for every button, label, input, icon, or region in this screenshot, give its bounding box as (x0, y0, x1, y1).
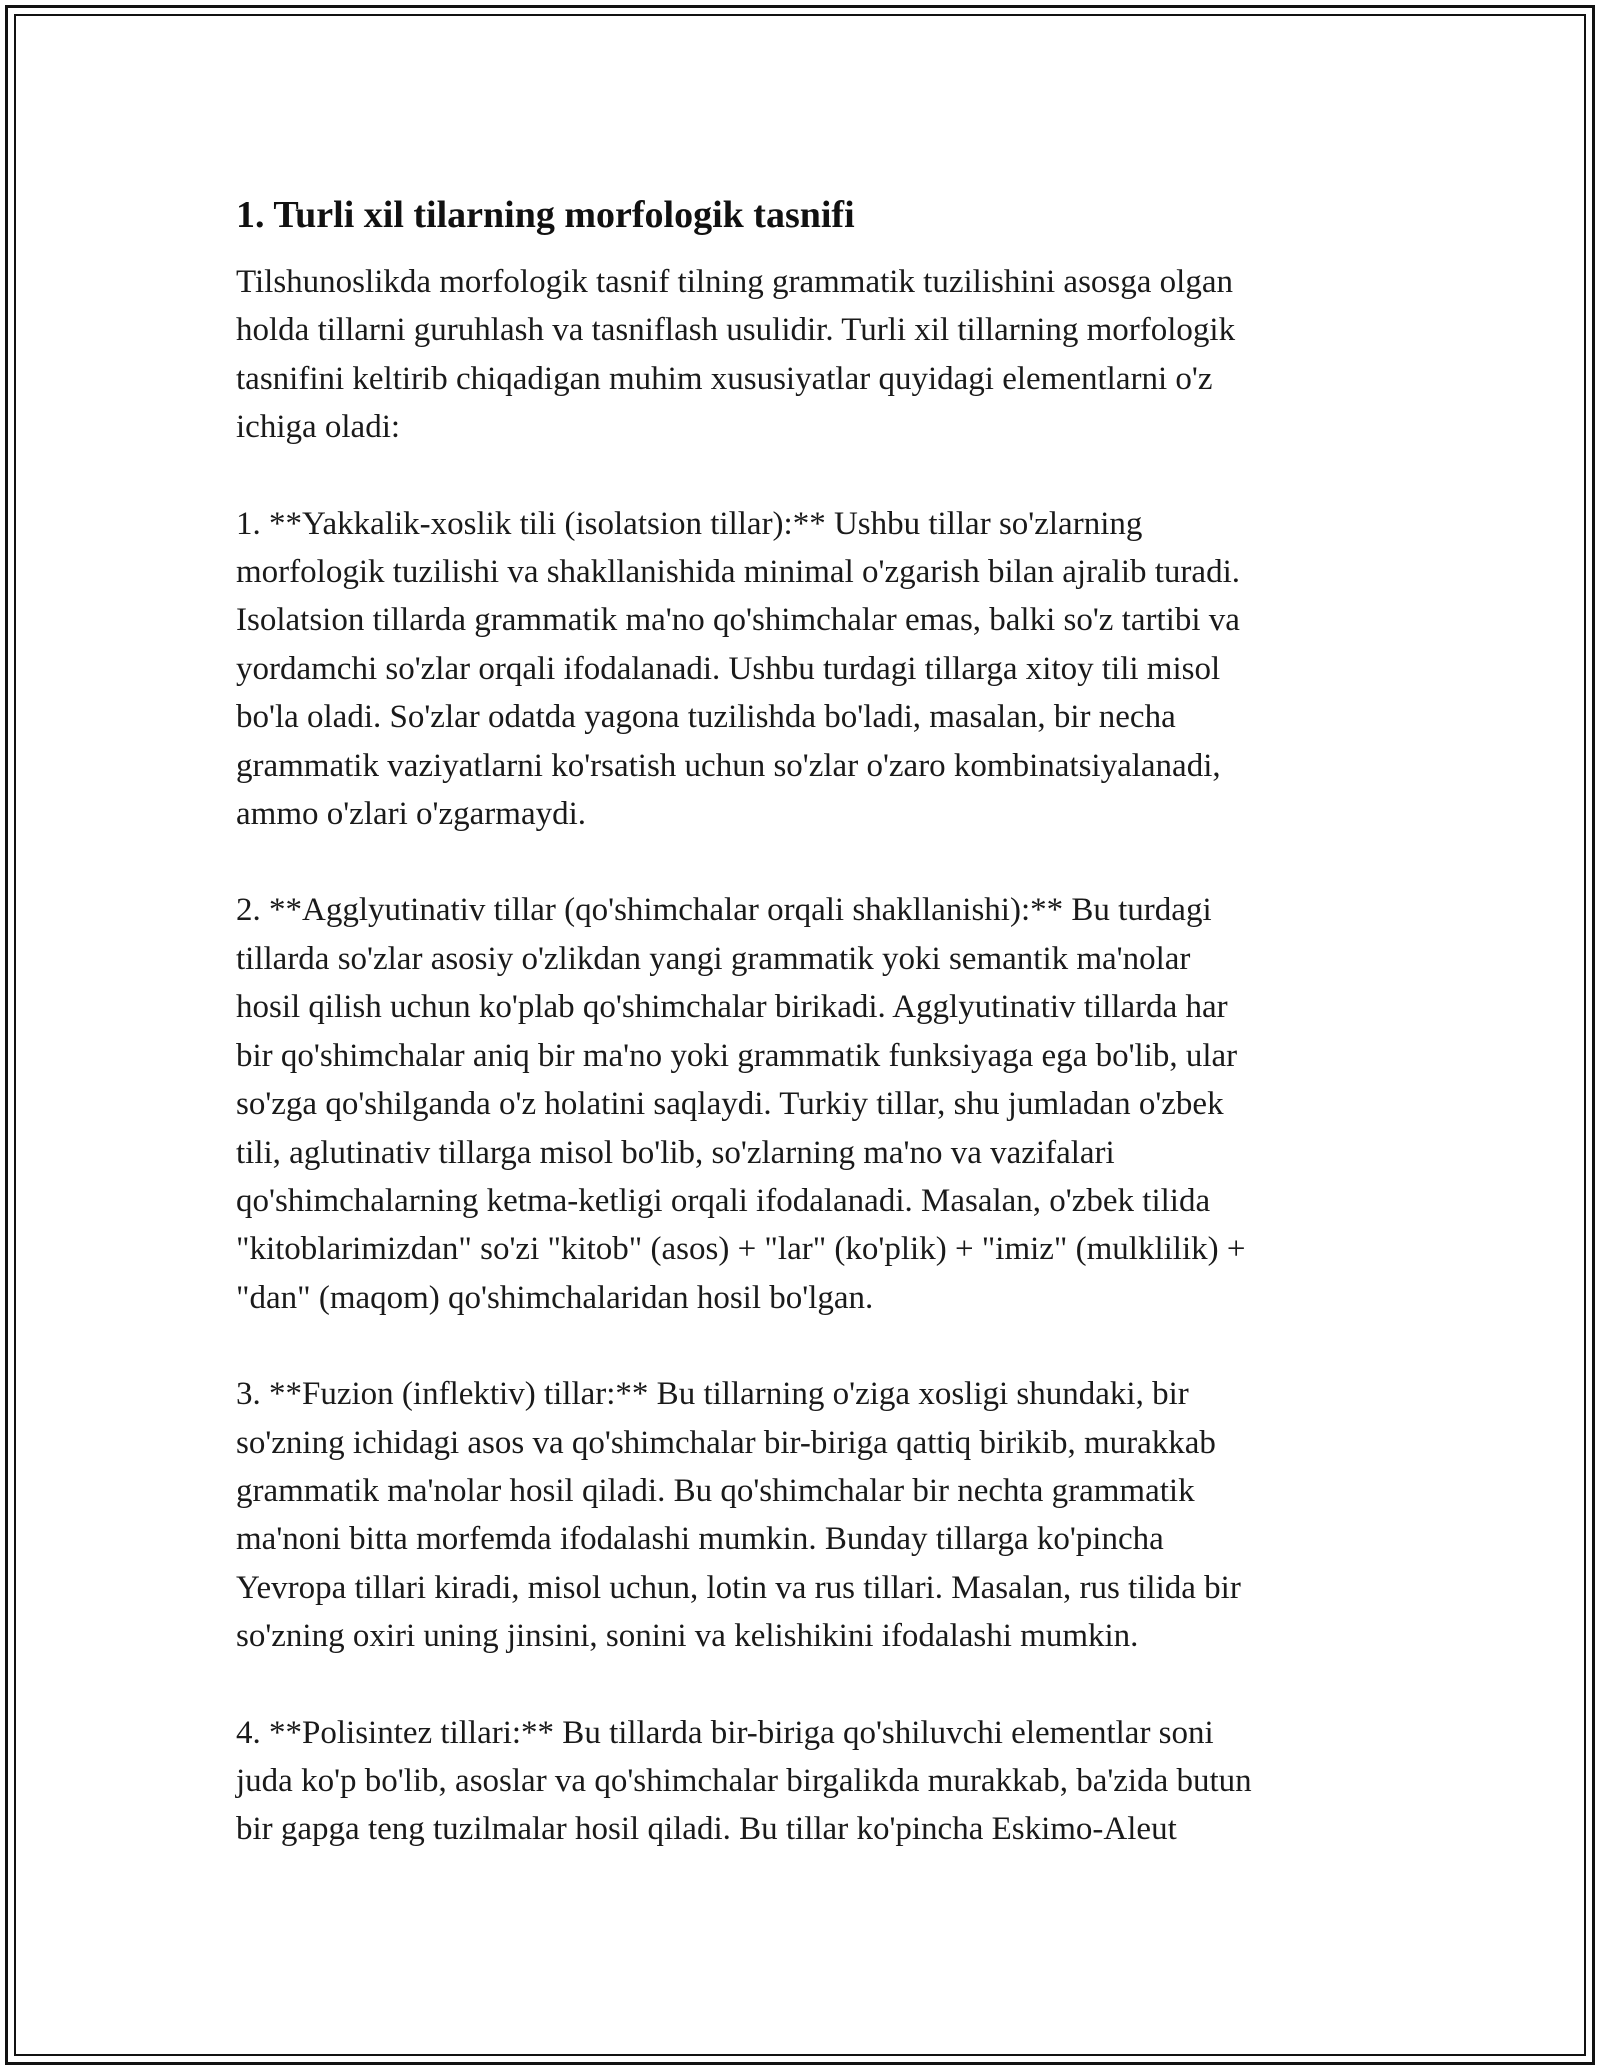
text-line: hosil qilish uchun ko'plab qo'shimchalar birikadi. Agglyutinativ tillarda har (236, 989, 1228, 1026)
text-line: 2. **Agglyutinativ tillar (qo'shimchalar orqali shakllanishi):** Bu turdagi (236, 892, 1212, 929)
document-body (236, 186, 1376, 1854)
text-line: yordamchi so'zlar orqali ifodalanadi. Ushbu turdagi tillarga xitoy tili misol (236, 650, 1221, 687)
fusional-languages-paragraph (236, 1370, 1376, 1660)
text-line: holda tillarni guruhlash va tasniflash usulidir. Turli xil tillarning morfologik (236, 312, 1236, 349)
text-line: so'zning ichidagi asos va qo'shimchalar bir-biriga qattiq birikib, murakkab (236, 1424, 1216, 1461)
text-line: bir gapga teng tuzilmalar hosil qiladi. Bu tillar ko'pincha Eskimo-Aleut (236, 1811, 1177, 1848)
text-line: tili, aglutinativ tillarga misol bo'lib, so'zlarning ma'no va vazifalari (236, 1134, 1115, 1171)
isolating-languages-paragraph (236, 500, 1376, 839)
text-line: tasnifini keltirib chiqadigan muhim xususiyatlar quyidagi elementlarni o'z (236, 360, 1213, 397)
text-line: tillarda so'zlar asosiy o'zlikdan yangi grammatik yoki semantik ma'nolar (236, 940, 1191, 977)
text-line: "dan" (maqom) qo'shimchalaridan hosil bo'lgan. (236, 1279, 874, 1316)
text-line: bir qo'shimchalar aniq bir ma'no yoki grammatik funksiyaga ega bo'lib, ular (236, 1037, 1238, 1074)
intro-paragraph (236, 258, 1376, 452)
agglutinative-languages-paragraph (236, 886, 1376, 1322)
text-line: 4. **Polisintez tillari:** Bu tillarda bir-biriga qo'shiluvchi elementlar soni (236, 1714, 1214, 1751)
text-line: qo'shimchalarning ketma-ketligi orqali ifodalanadi. Masalan, o'zbek tilida (236, 1182, 1211, 1219)
document-title: 1. Turli xil tilarning morfologik tasnifi (236, 194, 855, 236)
text-line: grammatik ma'nolar hosil qiladi. Bu qo'shimchalar bir nechta grammatik (236, 1472, 1195, 1509)
text-line: ammo o'zlari o'zgarmaydi. (236, 796, 587, 833)
text-line: morfologik tuzilishi va shakllanishida minimal o'zgarish bilan ajralib turadi. (236, 554, 1240, 591)
text-line: 3. **Fuzion (inflektiv) tillar:** Bu tillarning o'ziga xosligi shundaki, bir (236, 1376, 1189, 1413)
text-line: Isolatsion tillarda grammatik ma'no qo'shimchalar emas, balki so'z tartibi va (236, 602, 1240, 639)
polysynthetic-languages-paragraph (236, 1709, 1376, 1854)
text-line: grammatik vaziyatlarni ko'rsatish uchun so'zlar o'zaro kombinatsiyalanadi, (236, 747, 1221, 784)
text-line: Yevropa tillari kiradi, misol uchun, lotin va rus tillari. Masalan, rus tilida bir (236, 1569, 1241, 1606)
text-line: ichiga oladi: (236, 409, 401, 446)
paragraph-list (236, 258, 1376, 1854)
text-line: 1. **Yakkalik-xoslik tili (isolatsion tillar):** Ushbu tillar so'zlarning (236, 505, 1143, 542)
text-line: "kitoblarimizdan" so'zi "kitob" (asos) + "lar" (ko'plik) + "imiz" (mulklilik) + (236, 1231, 1246, 1268)
text-line: ma'noni bitta morfemda ifodalashi mumkin. Bunday tillarga ko'pincha (236, 1521, 1164, 1558)
text-line: so'zga qo'shilganda o'z holatini saqlaydi. Turkiy tillar, shu jumladan o'zbek (236, 1086, 1224, 1123)
text-line: Tilshunoslikda morfologik tasnif tilning grammatik tuzilishini asosga olgan (236, 264, 1233, 300)
text-line: so'zning oxiri uning jinsini, sonini va kelishikini ifodalashi mumkin. (236, 1618, 1139, 1655)
text-line: juda ko'p bo'lib, asoslar va qo'shimchalar birgalikda murakkab, ba'zida butun (236, 1762, 1252, 1799)
text-line: bo'la oladi. So'zlar odatda yagona tuzilishda bo'ladi, masalan, bir necha (236, 699, 1176, 736)
